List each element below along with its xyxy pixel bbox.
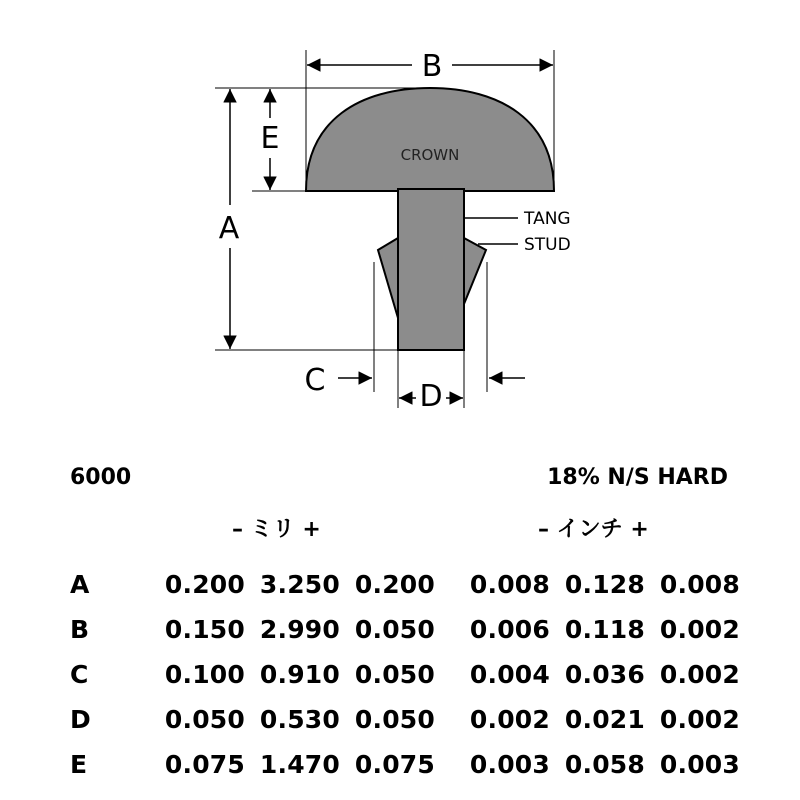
inch-plus: 0.002 — [659, 705, 740, 734]
model-number: 6000 — [70, 465, 132, 490]
row-label: A — [70, 570, 90, 599]
inch-plus: 0.003 — [659, 750, 740, 779]
inch-nominal: 0.058 — [564, 750, 645, 779]
inch-nominal: 0.118 — [564, 615, 645, 644]
inch-nominal: 0.021 — [564, 705, 645, 734]
mm-plus: 0.050 — [354, 615, 435, 644]
mm-nominal: 0.910 — [259, 660, 340, 689]
mm-plus: 0.050 — [354, 660, 435, 689]
inch-tolerance-header: – インチ + — [538, 517, 649, 542]
crown-label: CROWN — [400, 146, 460, 164]
dimension-a-label: A — [218, 211, 240, 246]
stud-right — [464, 238, 486, 304]
mm-nominal: 3.250 — [259, 570, 340, 599]
dimension-table — [66, 562, 740, 787]
table-row — [66, 607, 740, 652]
row-label: D — [70, 705, 91, 734]
inch-minus: 0.006 — [469, 615, 550, 644]
inch-minus: 0.008 — [469, 570, 550, 599]
mm-minus: 0.050 — [164, 705, 245, 734]
inch-plus: 0.002 — [659, 660, 740, 689]
stud-left — [378, 238, 398, 318]
mm-minus: 0.100 — [164, 660, 245, 689]
mm-nominal: 1.470 — [259, 750, 340, 779]
inch-nominal: 0.036 — [564, 660, 645, 689]
material-description: 18% N/S HARD — [547, 465, 728, 490]
stud-callout — [478, 235, 571, 255]
dimension-c-label: C — [304, 363, 326, 398]
mm-minus: 0.150 — [164, 615, 245, 644]
mm-tolerance-header: – ミリ + — [232, 517, 321, 542]
stud-label: STUD — [524, 235, 571, 255]
table-row — [66, 652, 740, 697]
row-label: B — [70, 615, 90, 644]
mm-nominal: 0.530 — [259, 705, 340, 734]
mm-plus: 0.050 — [354, 705, 435, 734]
table-row — [66, 562, 740, 607]
dimension-d-label: D — [419, 379, 443, 414]
inch-minus: 0.002 — [469, 705, 550, 734]
mm-minus: 0.075 — [164, 750, 245, 779]
dimension-e-label: E — [260, 121, 280, 156]
tang-shape — [398, 189, 464, 350]
fret-wire-body — [306, 88, 554, 350]
table-row — [66, 697, 740, 742]
inch-plus: 0.008 — [659, 570, 740, 599]
inch-plus: 0.002 — [659, 615, 740, 644]
mm-minus: 0.200 — [164, 570, 245, 599]
crown-shape — [306, 88, 554, 191]
dimension-d — [398, 350, 464, 414]
inch-nominal: 0.128 — [564, 570, 645, 599]
row-label: E — [70, 750, 88, 779]
inch-minus: 0.004 — [469, 660, 550, 689]
row-label: C — [70, 660, 89, 689]
inch-minus: 0.003 — [469, 750, 550, 779]
dimension-b-label: B — [421, 49, 443, 84]
tang-label: TANG — [524, 209, 571, 229]
tang-callout — [464, 209, 571, 229]
table-row — [66, 742, 740, 787]
mm-plus: 0.200 — [354, 570, 435, 599]
mm-plus: 0.075 — [354, 750, 435, 779]
mm-nominal: 2.990 — [259, 615, 340, 644]
